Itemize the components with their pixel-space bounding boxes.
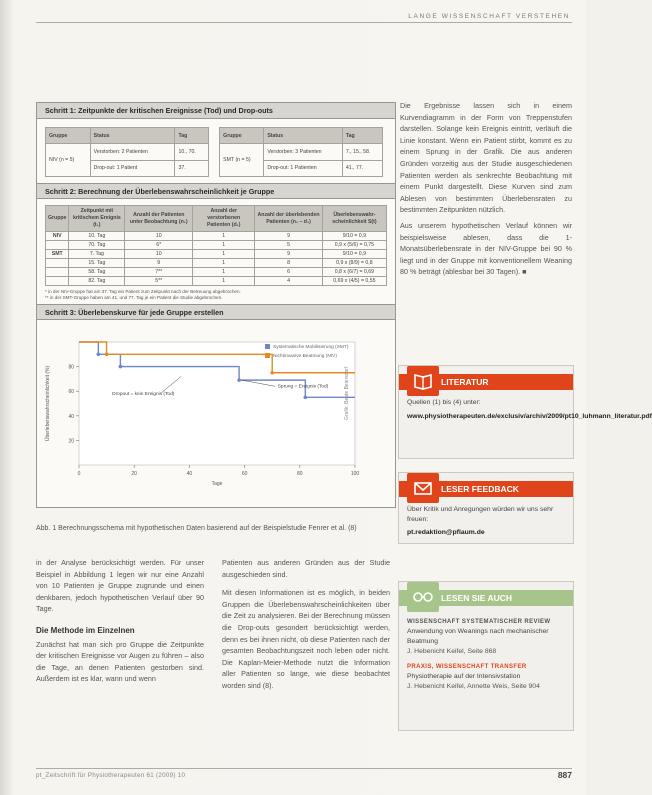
section-heading: Die Methode im Einzelnen xyxy=(36,625,135,635)
table-cell: 10. Tag xyxy=(69,232,125,241)
feedback-text: Über Kritik und Anregungen würden wir uns sehr freuen: xyxy=(407,506,554,523)
col-gruppe: Gruppe xyxy=(220,128,264,144)
lesen-body xyxy=(399,606,573,703)
table-cell: 6 xyxy=(255,268,323,277)
niv-day: 37. xyxy=(175,160,209,176)
legend-label: Systematische Mobilisierung (SMT) xyxy=(273,345,349,350)
smt-day: 41., 77. xyxy=(342,160,382,176)
legend-swatch xyxy=(265,344,270,349)
smt-table xyxy=(219,127,383,177)
x-tick-label: 80 xyxy=(297,471,303,477)
x-tick-label: 40 xyxy=(186,471,193,477)
y-axis-label: Überlebenswahrscheinlichkeit (%) xyxy=(45,365,51,442)
col-tag: Tag xyxy=(175,128,209,144)
table-row xyxy=(46,268,387,277)
table-cell: 6* xyxy=(125,241,193,250)
annotation: Dropout = kein Ereignis (Tod) xyxy=(112,391,175,397)
table-cell xyxy=(46,259,69,268)
feedback-box xyxy=(398,472,574,544)
event-point xyxy=(105,353,109,357)
table-cell: 0,8 x (6/7) = 0,69 xyxy=(322,268,386,277)
figure xyxy=(36,102,396,508)
table-row xyxy=(46,250,387,259)
event-point xyxy=(119,365,123,369)
event-point xyxy=(97,353,101,357)
feedback-email[interactable]: pt.redaktion@pflaum.de xyxy=(407,529,485,536)
smt-status: Drop-out: 1 Patienten xyxy=(264,160,343,176)
niv-group: NIV (n = 5) xyxy=(46,144,91,177)
table-cell: 15. Tag xyxy=(69,259,125,268)
lesen-title: LESEN SIE AUCH xyxy=(399,590,573,606)
table-cell: 8 xyxy=(255,259,323,268)
table-cell: NIV xyxy=(46,232,69,241)
table-cell: 1 xyxy=(193,268,255,277)
paragraph: in der Analyse berücksichtigt werden. Für unser Beispiel in Abbildung 1 legen wir nur eine Anzahl von 10 Patienten je Gruppe zugrunde und einen denkbaren, jedoch hypothetischen Verlauf über 90 Tage. xyxy=(36,558,204,614)
note: ** in der SMT-Gruppe haben am 41. und 77. Tag je ein Patient die Studie abgebrochen. xyxy=(45,295,223,300)
x-axis-label: Tage xyxy=(211,481,223,487)
col-status: Status xyxy=(264,128,343,144)
table-cell: 9 xyxy=(125,259,193,268)
niv-status: Verstorben: 2 Patienten xyxy=(90,144,175,160)
table-cell: 10 xyxy=(125,250,193,259)
event-point xyxy=(237,378,241,382)
x-tick-label: 100 xyxy=(350,471,360,477)
table-cell: 1 xyxy=(193,241,255,250)
table-cell: SMT xyxy=(46,250,69,259)
table-row xyxy=(46,241,387,250)
col-gruppe: Gruppe xyxy=(46,128,91,144)
step2-table-wrap xyxy=(37,199,395,286)
smt-group: SMT (n = 5) xyxy=(220,144,264,177)
header-rule xyxy=(36,22,572,23)
y-tick-label: 20 xyxy=(68,438,74,445)
footer-journal: pt_Zeitschrift für Physiotherapeuten 61 (2009) 10 xyxy=(36,772,186,779)
annotation: Sprung = Ereignis (Tod) xyxy=(277,384,329,390)
table-cell: 7. Tag xyxy=(69,250,125,259)
col-header: Überlebenswahr-scheinlichkeit S(t) xyxy=(322,206,386,232)
paragraph: Patienten aus anderen Gründen aus der Studie ausgeschieden sind. xyxy=(222,558,390,579)
table-cell: 5** xyxy=(125,277,193,286)
col-header: Anzahl der verstorbenen Patienten (d₁) xyxy=(193,206,255,232)
running-head: LANGE WISSENSCHAFT VERSTEHEN xyxy=(408,13,570,20)
table-cell: 5 xyxy=(255,241,323,250)
table-cell: 9 xyxy=(255,250,323,259)
col-header: Anzahl der Patienten unter Beobachtung (n₁) xyxy=(125,206,193,232)
paragraph: Die Ergebnisse lassen sich in einem Kurvendiagramm in der Form von Treppenstufen darstellen. Solange kein Ereignis eintritt, verläuft die Linie konstant. Wenn ein Patient stirbt, kommt es zu einem Sprung in der Grafik. Die aus anderen Gründen vorzeitig aus der Studie ausgeschiedenen Patienten werden als senkrechte Beobachtung mit einem Punkt dargestellt. Diese Kurven sind zum Ablesen von bestimmten Überlebensraten zu bestimmten Zeitpunkten nützlich. xyxy=(400,101,572,215)
table-cell: 10 xyxy=(125,232,193,241)
lesen-category: PRAXIS, WISSENSCHAFT TRANSFER xyxy=(407,664,527,670)
survival-table xyxy=(45,205,387,286)
literatur-box xyxy=(398,365,652,459)
literatur-link[interactable]: www.physiotherapeuten.de/exclusiv/archiv/2009/pt10_luhmann_literatur.pdf xyxy=(407,413,652,420)
column-left xyxy=(36,557,204,685)
table-cell: 70. Tag xyxy=(69,241,125,250)
table-cell: 0,69 x (4/5) = 0,55 xyxy=(322,277,386,286)
x-tick-label: 20 xyxy=(131,471,137,477)
literatur-text: Quellen (1) bis (4) unter: xyxy=(407,399,481,406)
smt-day: 7., 15., 58. xyxy=(342,144,382,160)
table-cell: 0,9 x (5/6) = 0,75 xyxy=(322,241,386,250)
col-header: Zeitpunkt mit kritischem Ereignis (t₁) xyxy=(69,206,125,232)
niv-day: 10., 70. xyxy=(175,144,209,160)
note: * in der NIV-Gruppe hat am 37. Tag ein Patient zum Zeitpunkt nach der Betreuung abgebrochen. xyxy=(45,289,241,294)
literatur-title: LITERATUR xyxy=(399,374,573,390)
figure-caption: Abb. 1 Berechnungsschema mit hypothetischen Daten basierend auf der Beispielstudie Fenrer et al. (8) xyxy=(36,525,357,532)
x-tick-label: 0 xyxy=(77,471,81,477)
feedback-title: LESER FEEDBACK xyxy=(399,481,573,497)
paragraph: Zunächst hat man sich pro Gruppe die Zeitpunkte der kritischen Ereignisse vor Augen zu führen – also die Tage, an denen Patienten gestorben sind. Außerdem ist es klar, wann und wenn xyxy=(36,639,204,684)
table-cell: 1 xyxy=(193,250,255,259)
lesen-source: J. Hebenicht Keifel, Annette Weis, Seite 904 xyxy=(407,683,540,690)
lesen-box xyxy=(398,581,574,731)
y-tick-label: 40 xyxy=(68,413,74,420)
smt-status: Verstorben: 3 Patienten xyxy=(264,144,343,160)
table-cell: 1 xyxy=(193,232,255,241)
table-cell: 4 xyxy=(255,277,323,286)
table-cell: 82. Tag xyxy=(69,277,125,286)
book-icon xyxy=(407,366,439,396)
table-cell xyxy=(46,241,69,250)
table-cell xyxy=(46,268,69,277)
paragraph: Aus unserem hypothetischen Verlauf können wir beispielsweise ablesen, dass die 1-Monatsüberlebensrate in der NIV-Gruppe bei 90 % liegt und in der Gruppe mit konventionellem Weaning 80 % beträgt (ablesbar bei 30 Tagen). ■ xyxy=(400,220,572,277)
glasses-icon xyxy=(407,582,439,612)
niv-status: Drop-out: 1 Patient xyxy=(90,160,175,176)
table-cell: 1 xyxy=(193,277,255,286)
table-cell: 9/10 = 0,9 xyxy=(322,250,386,259)
lesen-article[interactable]: Physiotherapie auf der Intensivstation xyxy=(407,673,521,680)
legend-label: Nichtinvasive Beatmung (NIV) xyxy=(273,354,337,359)
survival-chart xyxy=(37,320,395,490)
page-number: 887 xyxy=(557,770,572,780)
x-tick-label: 60 xyxy=(241,471,248,477)
table-cell: 7** xyxy=(125,268,193,277)
step1-tables xyxy=(37,119,395,183)
col-status: Status xyxy=(90,128,175,144)
table-row xyxy=(46,277,387,286)
feedback-body xyxy=(399,497,573,544)
step1-title: Schritt 1: Zeitpunkte der kritischen Ereignisse (Tod) und Drop-outs xyxy=(37,103,395,119)
step2-title: Schritt 2: Berechnung der Überlebenswahrscheinlichkeit je Gruppe xyxy=(37,183,395,199)
lesen-source: J. Hebenicht Keifel, Seite 868 xyxy=(407,648,497,655)
niv-table xyxy=(45,127,209,177)
chart-area xyxy=(37,320,395,490)
y-tick-label: 60 xyxy=(68,389,74,396)
paragraph: Mit diesen Informationen ist es möglich, in beiden Gruppen die Überlebenswahrscheinlichkeiten über die Zeit zu analysieren. Bei der Berechnung müssen die Drop-outs gesondert berücksichtigt werden, denn es bei ihnen nicht, ob diese Patienten nach der gesamten Beobachtungszeit noch leben oder nicht. Die Kaplan-Meier-Methode nutzt die Information aller Patienten so lange, wie diese beobachtet worden sind (8). xyxy=(222,588,390,690)
col-header: Gruppe xyxy=(46,206,69,232)
table-cell: 1 xyxy=(193,259,255,268)
table-notes xyxy=(37,286,395,304)
table-cell: 0,9 x (8/9) = 0,8 xyxy=(322,259,386,268)
footer-rule xyxy=(36,768,572,769)
table-cell: 9 xyxy=(255,232,323,241)
y-tick-label: 80 xyxy=(68,364,74,371)
table-row xyxy=(46,232,387,241)
table-cell: 9/10 = 0,9 xyxy=(322,232,386,241)
envelope-icon xyxy=(407,473,439,503)
step3-title: Schritt 3: Überlebenskurve für jede Gruppe erstellen xyxy=(37,304,395,320)
lesen-article[interactable]: Anwendung von Weanings nach mechanischer Beatmung xyxy=(407,628,549,645)
table-cell xyxy=(46,277,69,286)
column-right xyxy=(400,100,572,282)
lesen-category: WISSENSCHAFT SYSTEMATISCHER REVIEW xyxy=(407,619,551,625)
col-tag: Tag xyxy=(342,128,382,144)
event-point xyxy=(304,396,308,400)
photo-credit: Grafik: Beate Beiersdorf xyxy=(344,366,350,420)
table-cell: 58. Tag xyxy=(69,268,125,277)
column-middle xyxy=(222,557,390,692)
table-row xyxy=(46,259,387,268)
col-header: Anzahl der überlebenden Patienten (n₁ – d₁) xyxy=(255,206,323,232)
event-point xyxy=(270,371,274,375)
legend-swatch xyxy=(265,353,270,358)
